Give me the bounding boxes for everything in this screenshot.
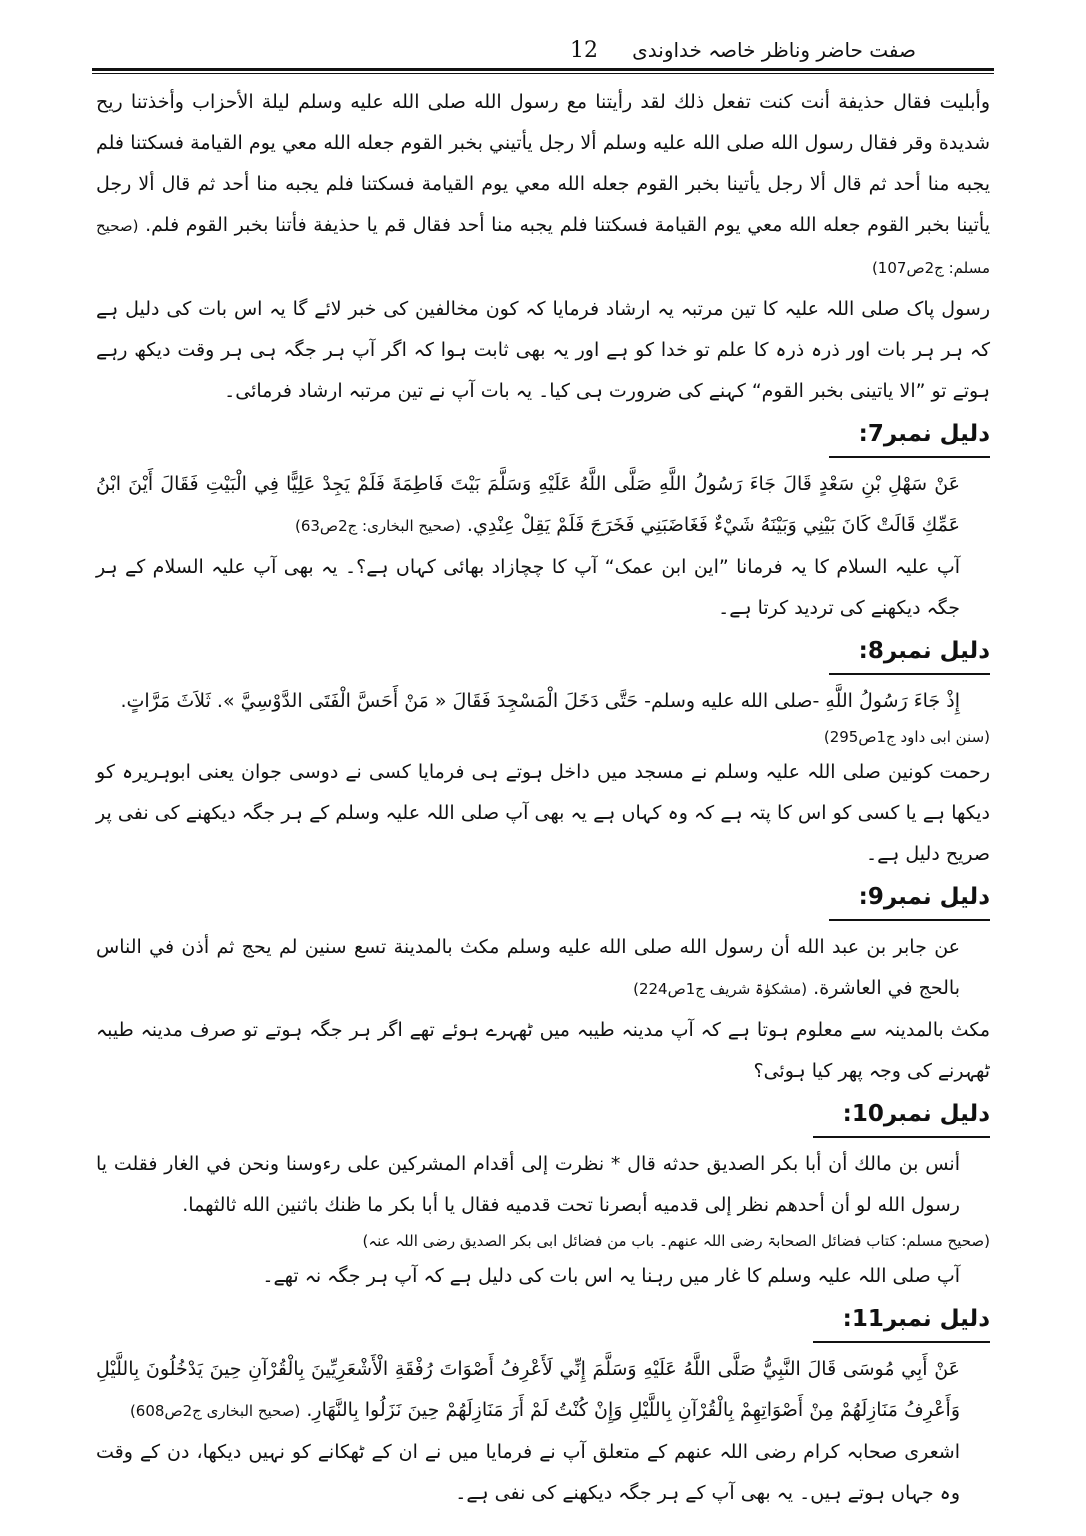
hadith-text: وأبليت فقال حذيفة أنت كنت تفعل ذلك لقد رأيتنا مع رسول الله صلى الله عليه وسلم ليلة الأحزاب وأخذتنا ريح شديدة وقر فقال رسول الله صلى الله عليه وسلم ألا رجل يأتيني بخبر القوم جعله الله معي يوم القيامة فسكتنا فلم يجبه منا أحد ثم قال ألا رجل يأتينا بخبر القوم جعله الله معي يوم القيامة فسكتنا فلم يجبه منا أحد ثم قال ألا رجل يأتينا بخبر القوم جعله الله معي يوم القيامة فسكتنا فلم يجبه منا أحد فقال قم يا حذيفة فأتنا بخبر القوم فلم. [96, 91, 990, 236]
book-title: صفت حاضر وناظر خاصہ خداوندی [632, 38, 916, 62]
urdu-explanation: رسول پاک صلی اللہ علیہ کا تین مرتبہ یہ ارشاد فرمایا کہ کون مخالفین کی خبر لائے گا یہ اس بات کی دلیل ہے کہ ہر ہر بات اور ذرہ ذرہ کا علم تو خدا کو ہے اور یہ بھی ثابت ہوا کہ اگر آپ ہر جگہ ہی ہر وقت دیکھ رہے ہوتے تو ”الا یاتینی بخبر القوم“ کہنے کی ضرورت ہی کیا۔ یہ بات آپ نے تین مرتبہ ارشاد فرمائی۔ [96, 298, 990, 402]
hadith-text: عن جابر بن عبد الله أن رسول الله صلى الله عليه وسلم مكث بالمدينة تسع سنين لم يحج ثم أذن في الناس بالحج في العاشرة. [96, 936, 960, 999]
section-heading-7: دلیل نمبر7: [829, 416, 990, 458]
urdu-explanation: مکث بالمدینہ سے معلوم ہوتا ہے کہ آپ مدینہ طیبہ میں ٹھہرے ہوئے تھے اگر ہر جگہ ہوتے تو صرف مدینہ طیبہ ٹھہرنے کی وجہ پھر کیا ہوئی؟ [96, 1019, 990, 1082]
section-heading-10: دلیل نمبر10: [813, 1096, 990, 1138]
urdu-explanation: آپ صلی اللہ علیہ وسلم کا غار میں رہنا یہ اس بات کی دلیل ہے کہ آپ ہر جگہ نہ تھے۔ [262, 1265, 960, 1287]
urdu-explanation: اشعری صحابہ کرام رضی اللہ عنھم کے متعلق آپ نے فرمایا میں نے ان کے ٹھکانے کو نہیں دیکھا، دن کے وقت وہ جہاں ہوتے ہیں۔ یہ بھی آپ کے ہر جگہ دیکھنے کی نفی ہے۔ [96, 1441, 960, 1504]
section-heading-8: دلیل نمبر8: [829, 633, 990, 675]
hadith-paragraph-jabir [96, 927, 990, 1010]
reference: (صحیح مسلم: کتاب فضائل الصحابۃ رضی اللہ عنھم۔ باب من فضائل ابی بکر الصدیق رضی اللہ عنہ) [362, 1232, 990, 1250]
reference: (صحیح مسلم: ج2ص107) [96, 217, 990, 277]
page-number: 12 [570, 38, 598, 63]
reference: (سنن ابی داود ج1ص295) [823, 728, 990, 746]
page-header [90, 30, 996, 70]
reference: (مشکوٰۃ شریف ج1ص224) [633, 980, 808, 998]
hadith-paragraph-abu-musa [96, 1349, 990, 1432]
hadith-text: عَنْ أَبِي مُوسَى قَالَ النَّبِيُّ صَلَّى اللَّهُ عَلَيْهِ وَسَلَّمَ إِنِّي لَأَعْرِفُ أَصْوَاتَ رُفْقَةِ الْأَشْعَرِيِّينَ بِالْقُرْآنِ حِينَ يَدْخُلُونَ بِاللَّيْلِ وَأَعْرِفُ مَنَازِلَهُمْ مِنْ أَصْوَاتِهِمْ بِالْقُرْآنِ بِاللَّيْلِ وَإِنْ كُنْتُ لَمْ أَرَ مَنَازِلَهُمْ حِينَ نَزَلُوا بِالنَّهَارِ. [96, 1358, 960, 1421]
urdu-explanation: آپ علیہ السلام کا یہ فرمانا ”این ابن عمک“ آپ کا چچازاد بھائی کہاں ہے؟۔ یہ بھی آپ علیہ السلام کے ہر جگہ دیکھنے کی تردید کرتا ہے۔ [96, 556, 960, 619]
reference: (صحیح البخاری ج2ص608) [129, 1402, 301, 1420]
hadith-paragraph-anas: أنس بن مالك أن أبا بكر الصديق حدثه قال * نظرت إلى أقدام المشركين على رءوسنا ونحن في الغار فقلت يا رسول الله لو أن أحدهم نظر إلى قدميه أبصرنا تحت قدميه فقال يا أبا بكر ما ظنك باثنين الله ثالثهما. [96, 1153, 960, 1216]
hadith-paragraph-hudhaifa [96, 82, 990, 289]
hadith-paragraph-sahl [96, 464, 990, 547]
header-divider [92, 68, 994, 71]
header-divider-thin [92, 73, 994, 74]
section-heading-9: دلیل نمبر9: [829, 879, 990, 921]
page-content [96, 82, 990, 1516]
urdu-explanation: رحمت کونین صلی اللہ علیہ وسلم نے مسجد میں داخل ہوتے ہی فرمایا کسی نے دوسی جوان یعنی ابوہریرہ کو دیکھا ہے یا کسی کو اس کا پتہ ہے کہ وہ کہاں ہے یہ بھی آپ صلی اللہ علیہ وسلم کے ہر جگہ دیکھنے کی نفی پر صریح دلیل ہے۔ [96, 761, 990, 865]
hadith-paragraph-dawsi: إِذْ جَاءَ رَسُولُ اللَّهِ -صلى الله عليه وسلم- حَتَّى دَخَلَ الْمَسْجِدَ فَقَالَ « مَنْ أَحَسَّ الْفَتَى الدَّوْسِيَّ ». ثَلاَثَ مَرَّاتٍ. [120, 690, 960, 712]
hadith-text: عَنْ سَهْلِ بْنِ سَعْدٍ قَالَ جَاءَ رَسُولُ اللَّهِ صَلَّى اللَّهُ عَلَيْهِ وَسَلَّمَ بَيْتَ فَاطِمَةَ فَلَمْ يَجِدْ عَلِيًّا فِي الْبَيْتِ فَقَالَ أَيْنَ ابْنُ عَمِّكِ قَالَتْ كَانَ بَيْنِي وَبَيْنَهُ شَيْءٌ فَغَاضَبَنِي فَخَرَجَ فَلَمْ يَقِلْ عِنْدِي. [96, 473, 960, 536]
section-heading-11: دلیل نمبر11: [813, 1301, 990, 1343]
reference: (صحیح البخاری: ج2ص63) [294, 517, 461, 535]
